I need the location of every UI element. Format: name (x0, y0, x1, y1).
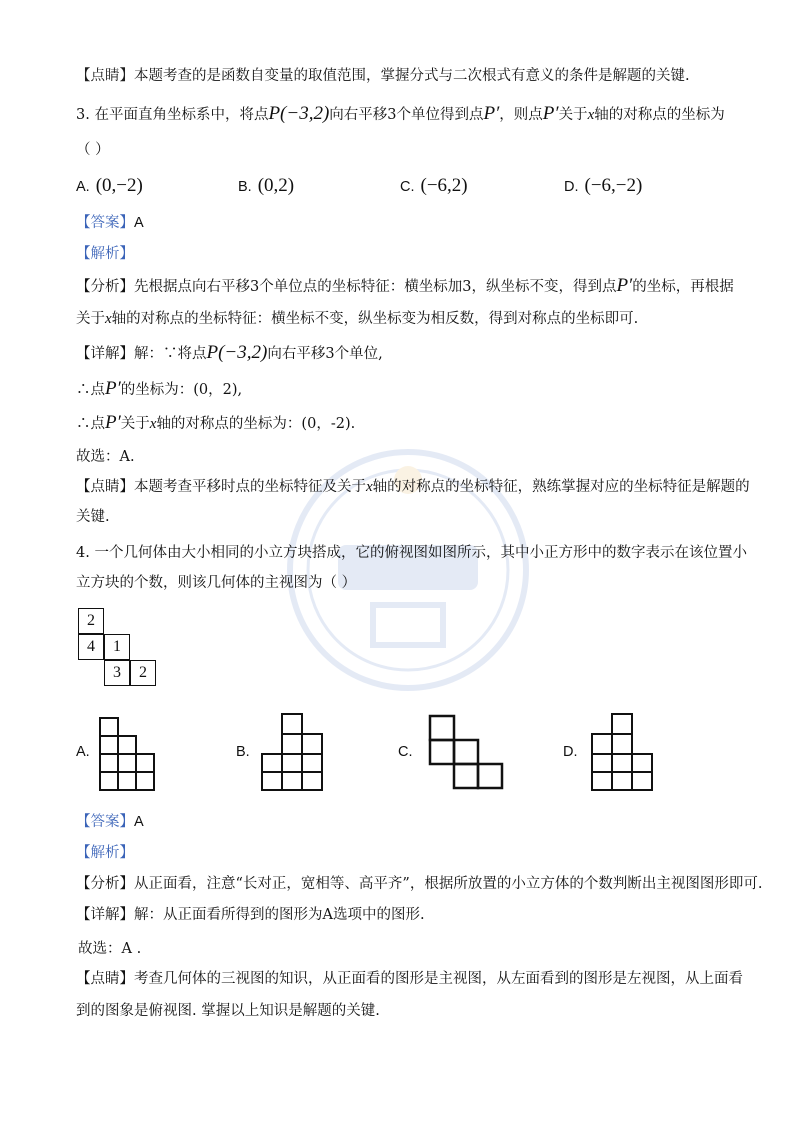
xiangjie-text: 解：∵将点 (134, 346, 207, 362)
q3-number: 3. (76, 107, 90, 123)
q3-stem-text: 关于 (558, 107, 588, 123)
q3-option-a[interactable] (76, 176, 143, 197)
dianjing-text: 考查几何体的三视图的知识，从正面看的图形是主视图，从左面看到的图形是左视图，从上面看 (134, 971, 743, 987)
dianjing-tag: 【点睛】 (76, 479, 134, 495)
fenxi-text: 的坐标，再根据 (632, 279, 734, 295)
q4-stem-1 (76, 543, 747, 563)
q4-jiexi: 【解析】 (76, 845, 134, 861)
answer-tag: 【答案】 (76, 814, 134, 830)
q3-point: P(−3,2) (268, 103, 330, 124)
q3-stem-text: ，则点 (499, 107, 543, 123)
option-value: (0,2) (257, 175, 295, 196)
q4-choice-b-label[interactable]: B. (236, 744, 250, 760)
q3-option-b[interactable] (238, 176, 294, 197)
q4-number: 4. (76, 545, 90, 561)
q4-choice-d-figure[interactable] (588, 710, 658, 794)
q3-option-d[interactable] (564, 176, 642, 197)
q4-stem-text: 一个几何体由大小相同的小立方块搭成，它的俯视图如图所示，其中小正方形中的数字表示在该位置小 (94, 545, 747, 561)
xiangjie-text: 轴的对称点的坐标为：(0，-2). (156, 416, 356, 432)
q3-xiangjie-2 (76, 379, 242, 400)
option-letter: A. (76, 179, 90, 195)
q4-choice-a-figure[interactable] (96, 714, 156, 794)
q3-pprime: P′ (105, 412, 121, 433)
fenxi-text: 从正面看，注意“长对正，宽相等、高平齐”，根据所放置的小立方体的个数判断出主视图图形即可. (134, 876, 763, 892)
q4-stem-2: 立方块的个数，则该几何体的主视图为（ ） (76, 575, 357, 591)
option-letter: C. (400, 179, 415, 195)
q4-xiangjie (76, 905, 425, 925)
q4-choice-a-label[interactable]: A. (76, 744, 90, 760)
q3-pprime: P′ (616, 275, 633, 296)
q3-xiangjie-3 (76, 413, 355, 434)
option-letter: D. (564, 179, 579, 195)
top-view-cell: 2 (78, 608, 104, 634)
dianjing-text: 本题考查平移时点的坐标特征及关于 (134, 479, 366, 495)
q3-fenxi-1 (76, 276, 734, 297)
option-value: (−6,2) (420, 175, 468, 196)
option-letter: B. (238, 179, 252, 195)
fenxi-tag: 【分析】 (76, 876, 134, 892)
q3-xvar: x (587, 107, 595, 123)
q3-answer (76, 213, 144, 233)
q3-xvar: x (105, 311, 112, 327)
q3-stem-text: 向右平移3个单位得到点 (329, 107, 484, 123)
q3-stem-text: 轴的对称点的坐标为 (594, 107, 725, 123)
q3-jiexi: 【解析】 (76, 246, 134, 262)
answer-value: A (134, 215, 144, 231)
dianjing-text: 本题考查的是函数自变量的取值范围，掌握分式与二次根式有意义的条件是解题的关键. (134, 68, 690, 84)
q4-fenxi (76, 874, 762, 894)
q4-dianjing-1 (76, 969, 743, 989)
q3-fenxi-2 (76, 309, 638, 329)
q3-xvar: x (366, 479, 373, 495)
q3-pprime: P′ (105, 378, 121, 399)
xiangjie-text: 解：从正面看所得到的图形为A选项中的图形. (134, 907, 425, 923)
q3-point: P(−3,2) (206, 342, 268, 363)
fenxi-text: 先根据点向右平移3个单位点的坐标特征：横坐标加3，纵坐标不变，得到点 (134, 279, 617, 295)
q4-choice-c-label[interactable]: C. (398, 744, 413, 760)
fenxi-text: 轴的对称点的坐标特征：横坐标不变，纵坐标变为相反数，得到对称点的坐标即可. (111, 311, 639, 327)
xiangjie-text: ∴点 (76, 416, 105, 432)
xiangjie-tag: 【详解】 (76, 907, 134, 923)
xiangjie-text: 向右平移3个单位, (267, 346, 383, 362)
q4-answer (76, 812, 144, 832)
top-view-cell: 1 (104, 634, 130, 660)
dianjing-tag: 【点睛】 (76, 68, 134, 84)
q3-xvar: x (149, 416, 157, 432)
top-view-cell: 3 (104, 660, 130, 686)
q3-xiangjie-1 (76, 343, 383, 364)
option-value: (−6,−2) (584, 175, 643, 196)
q3-guxuan: 故选：A. (76, 449, 135, 465)
q4-guxuan: 故选：A . (78, 941, 142, 957)
answer-value: A (134, 814, 144, 830)
q3-pprime: P′ (542, 103, 559, 124)
dianjing-tag: 【点睛】 (76, 971, 134, 987)
q3-dianjing-1 (76, 477, 750, 497)
q3-pprime: P′ (483, 103, 500, 124)
fenxi-text: 关于 (76, 311, 105, 327)
answer-tag: 【答案】 (76, 215, 134, 231)
q3-option-c[interactable] (400, 176, 468, 197)
xiangjie-text: 的坐标为：(0，2), (120, 382, 243, 398)
top-view-cell: 4 (78, 634, 104, 660)
q4-choice-b-figure[interactable] (258, 710, 328, 794)
option-value: (0,−2) (95, 175, 143, 196)
q4-dianjing-2: 到的图象是俯视图. 掌握以上知识是解题的关键. (76, 1003, 380, 1019)
q4-choice-c-figure[interactable] (426, 712, 508, 794)
q4-choice-d-label[interactable]: D. (563, 744, 578, 760)
prev-dianjing-line (76, 66, 690, 86)
dianjing-text: 轴的对称点的坐标特征，熟练掌握对应的坐标特征是解题的 (372, 479, 750, 495)
q3-stem-text: 在平面直角坐标系中，将点 (94, 107, 269, 123)
xiangjie-tag: 【详解】 (76, 346, 134, 362)
xiangjie-text: 关于 (120, 416, 150, 432)
top-view-cell: 2 (130, 660, 156, 686)
xiangjie-text: ∴点 (76, 382, 105, 398)
q3-dianjing-2: 关键. (76, 509, 110, 525)
fenxi-tag: 【分析】 (76, 279, 134, 295)
q3-stem (76, 104, 725, 125)
q3-paren: （ ） (76, 142, 110, 158)
